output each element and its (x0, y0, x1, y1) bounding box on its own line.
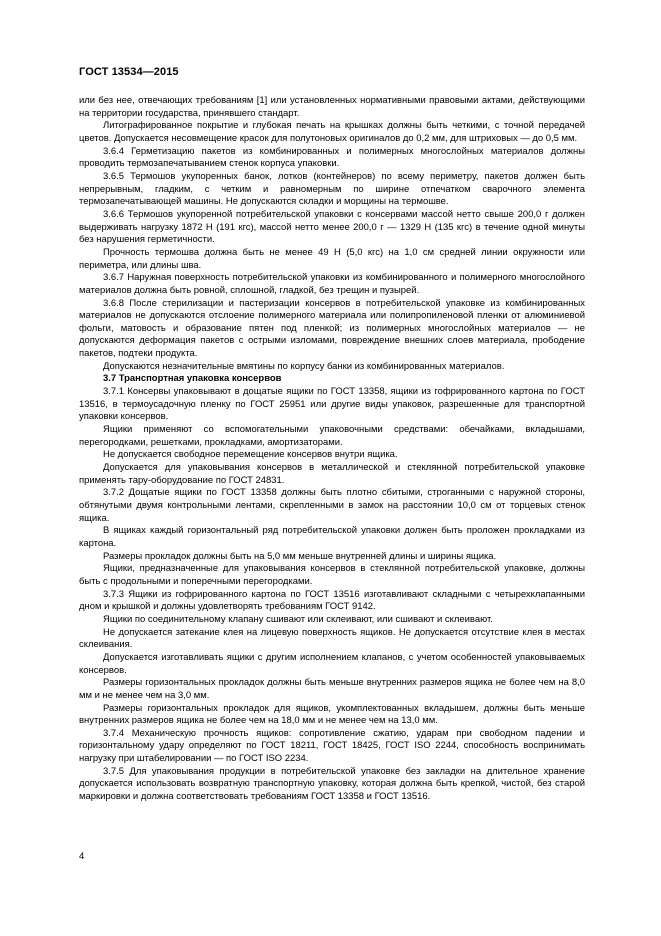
paragraph: В ящиках каждый горизонтальный ряд потребительской упаковки должен быть проложен прокладками из картона. (79, 525, 585, 549)
paragraph: 3.7.1 Консервы упаковывают в дощатые ящики по ГОСТ 13358, ящики из гофрированного картона по ГОСТ 13516, в термоусадочную пленку по ГОСТ 25951 или другие виды упаковок, разрешенные для транспортной упаковки консервов. (79, 386, 585, 423)
paragraph: 3.6.8 После стерилизации и пастеризации консервов в потребительской упаковке из комбинированных материалов не допускаются отслоение полимерного материала или полипропиленовой пленки от алюминиевой фольги, матовость и образование пятен под пленкой; из полимерных многослойных материалов — не допускаются деформация пакетов с острыми изломами, повреждение внешних слоев материала, прободение пакетов, подтеки продукта. (79, 297, 585, 360)
paragraph: 3.6.6 Термошов укупоренной потребительской упаковки с консервами массой нетто свыше 200,0 г должен выдерживать нагрузку 1872 Н (191 кгс), массой нетто менее 200,0 г — 1329 Н (135 кгс) в течение одной минуты без нарушения герметичности. (79, 208, 585, 246)
paragraph: или без нее, отвечающих требованиям [1] или установленных нормативными правовыми актами, действующими на территории государства, принявшего стандарт. (79, 95, 585, 119)
paragraph: Ящики применяют со вспомогательными упаковочными средствами: обечайками, вкладышами, перегородками, решетками, прокладками, амортизаторами. (79, 424, 585, 448)
paragraph: Ящики, предназначенные для упаковывания консервов в стеклянной потребительской упаковке, должны быть с продольными и поперечными перегородками. (79, 563, 585, 587)
paragraph: 3.6.4 Герметизацию пакетов из комбинированных и полимерных многослойных материалов должны проводить термозапечатыванием стенок корпуса упаковки. (79, 145, 585, 170)
paragraph: Литографированное покрытие и глубокая печать на крышках должны быть четкими, с точной передачей цветов. Допускается несовмещение красок для полутоновых оригиналов до 0,2 мм, для штриховых — до 0,5 мм. (79, 120, 585, 144)
page-number: 4 (79, 851, 85, 862)
paragraph: Ящики по соединительному клапану сшивают или склеивают, или сшивают и склеивают. (103, 613, 493, 625)
paragraph: 3.7.3 Ящики из гофрированного картона по ГОСТ 13516 изготавливают складными с четырехклапанными дном и крышкой и должны удовлетворять требованиям ГОСТ 9142. (79, 588, 585, 613)
paragraph: 3.6.5 Термошов укупоренных банок, лотков (контейнеров) по всему периметру, пакетов должен быть непрерывным, гладким, с четким и равномерным по ширине отпечатком сварочного элемента термозапечатывающей машины. Не допускаются складки и морщины на термошве. (79, 170, 585, 208)
paragraph: 3.6.7 Наружная поверхность потребительской упаковки из комбинированного и полимерного многослойного материалов должна быть ровной, сплошной, гладкой, без трещин и пузырей. (79, 272, 585, 296)
paragraph: Размеры горизонтальных прокладок для ящиков, укомплектованных вкладышем, должны быть меньше внутренних размеров ящика не более чем на 18,0 мм и не менее чем на 13,0 мм. (79, 702, 585, 727)
paragraph: Допускается изготавливать ящики с другим исполнением клапанов, с учетом особенностей упаковываемых консервов. (79, 651, 585, 676)
paragraph: Прочность термошва должна быть не менее 49 Н (5,0 кгс) на 1,0 см средней линии окружности или периметра, или длины шва. (79, 246, 585, 271)
paragraph: Размеры горизонтальных прокладок должны быть меньше внутренних размеров ящика не более чем на 8,0 мм и не менее чем на 3,0 мм. (79, 677, 585, 701)
paragraph: Не допускается свободное перемещение консервов внутри ящика. (103, 449, 398, 461)
paragraph: Допускаются незначительные вмятины по корпусу банки из комбинированных материалов. (103, 360, 505, 372)
paragraph: 3.7.4 Механическую прочность ящиков: сопротивление сжатию, ударам при свободном падении и горизонтальному удару определяют по ГОСТ 18211, ГОСТ 18425, ГОСТ ISO 2244, способность воспринимать нагрузку при штабелировании — по ГОСТ ISO 2234. (79, 727, 585, 765)
paragraph: Допускается для упаковывания консервов в металлической и стеклянной потребительской упаковке применять тару-оборудование по ГОСТ 24831. (79, 462, 585, 486)
paragraph: 3.7.5 Для упаковывания продукции в потребительской упаковке без закладки на длительное хранение допускается использовать возвратную транспортную упаковку, которая должна быть крепкой, чистой, без старой маркировки и должна соответствовать требованиям ГОСТ 13358 и ГОСТ 13516. (79, 765, 585, 803)
document-header: ГОСТ 13534—2015 (79, 66, 179, 78)
paragraph: Не допускается затекание клея на лицевую поверхность ящиков. Не допускается отсутствие клея в местах склеивания. (79, 626, 585, 651)
document-body (79, 95, 585, 804)
section-heading: 3.7 Транспортная упаковка консервов (103, 373, 282, 385)
paragraph: Размеры прокладок должны быть на 5,0 мм меньше внутренней длины и ширины ящика. (103, 550, 497, 562)
paragraph: 3.7.2 Дощатые ящики по ГОСТ 13358 должны быть плотно сбитыми, строганными с наружной стороны, обтянутыми двумя контрольными лентами, скрепленными в замок на расстоянии 10,0 см от торцевых стенок ящика. (79, 487, 585, 524)
